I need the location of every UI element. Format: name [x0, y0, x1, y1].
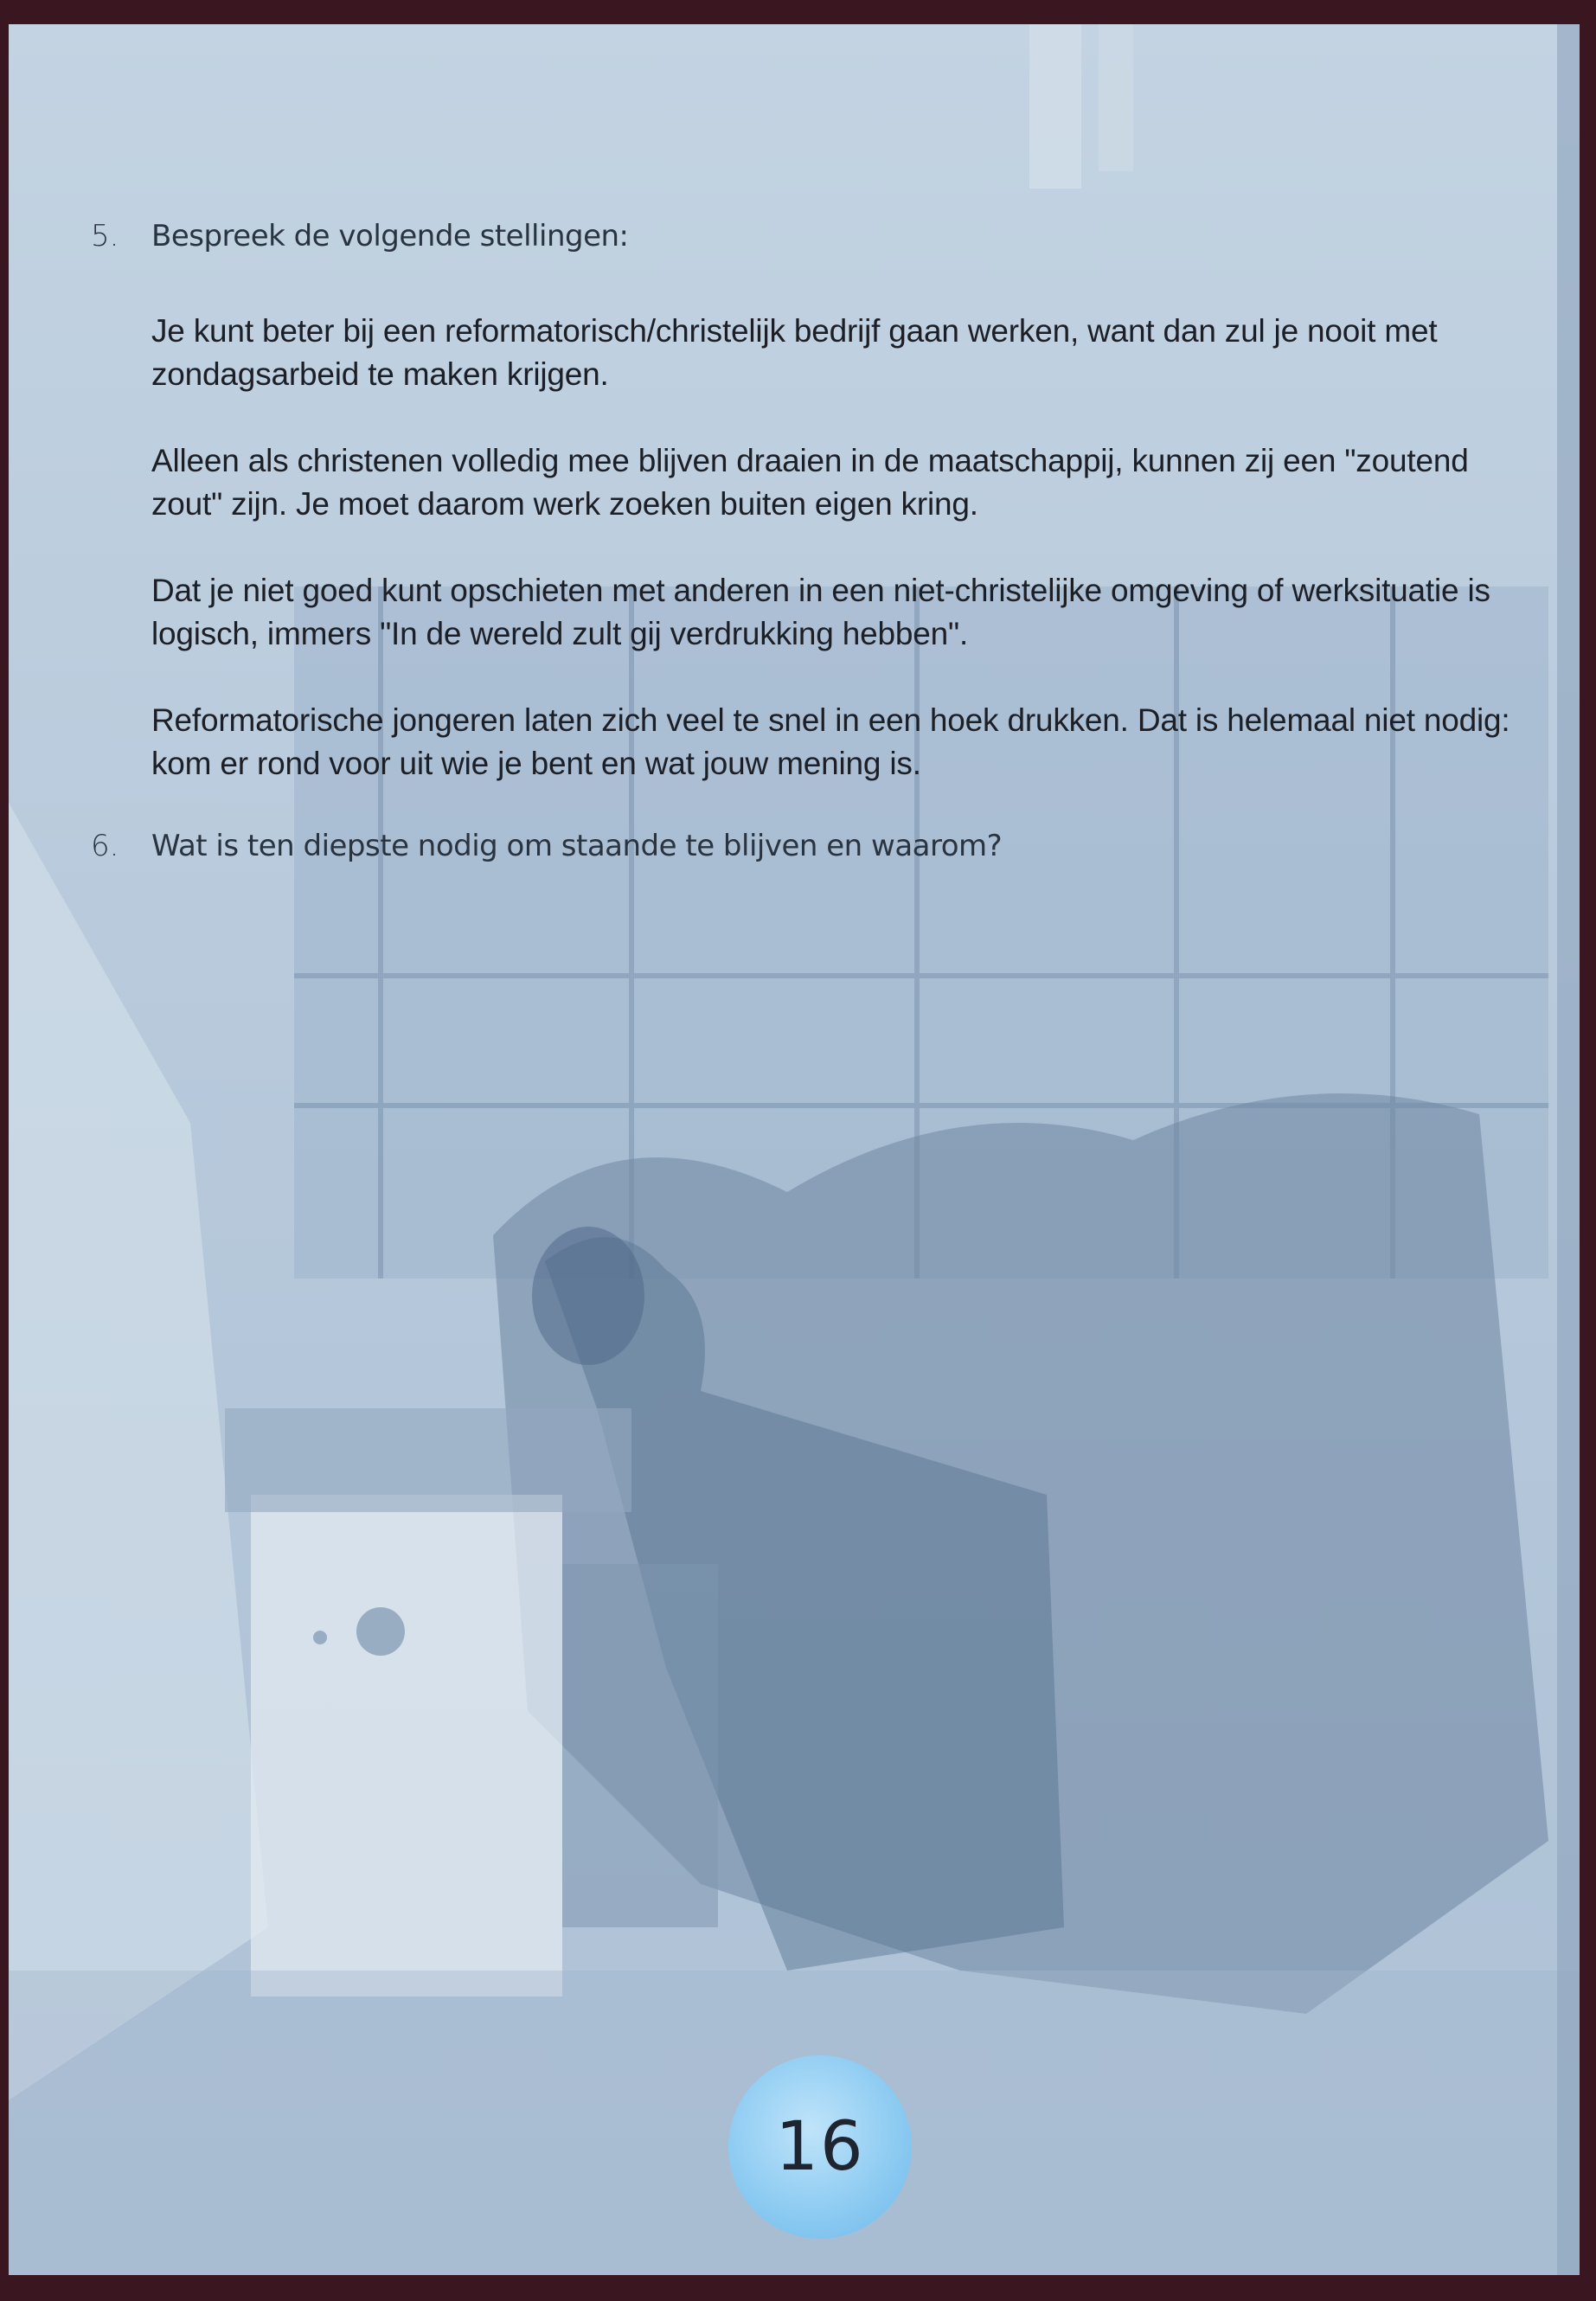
document-page: [9, 24, 1580, 2275]
right-edge: [1557, 24, 1580, 2275]
machine-dial: [356, 1607, 405, 1656]
ceiling-light: [1029, 24, 1081, 189]
page-number-badge: [728, 2055, 912, 2239]
machine-body: [251, 1495, 562, 1997]
statement-1: Je kunt beter bij een reformatorisch/christelijk bedrijf gaan werken, want dan zul je nooit met zondagsarbeid te maken krijgen.: [151, 313, 1438, 392]
question-number: 5.: [91, 219, 119, 253]
worker-head: [532, 1227, 644, 1365]
page-number: 16: [775, 2108, 865, 2186]
machine-knob: [313, 1631, 327, 1644]
machine-side: [562, 1564, 718, 1927]
question-text: Bespreek de volgende stellingen:: [151, 219, 629, 253]
ceiling-light: [1099, 24, 1133, 171]
statement-2: Alleen als christenen volledig mee blijven draaien in de maatschappij, kunnen zij een "zoutend zout" zijn. Je moet daarom werk zoeken buiten eigen kring.: [151, 443, 1469, 522]
question-number: 6.: [91, 829, 119, 863]
machine-top: [225, 1408, 631, 1512]
statement-4: Reformatorische jongeren laten zich veel te snel in een hoek drukken. Dat is helemaal niet nodig: kom er rond voor uit wie je bent en wat jouw mening is.: [151, 702, 1510, 781]
question-text: Wat is ten diepste nodig om staande te blijven en waarom?: [151, 829, 1003, 863]
statement-3: Dat je niet goed kunt opschieten met anderen in een niet-christelijke omgeving of werksituatie is logisch, immers "In de wereld zult gij verdrukking hebben".: [151, 573, 1490, 651]
